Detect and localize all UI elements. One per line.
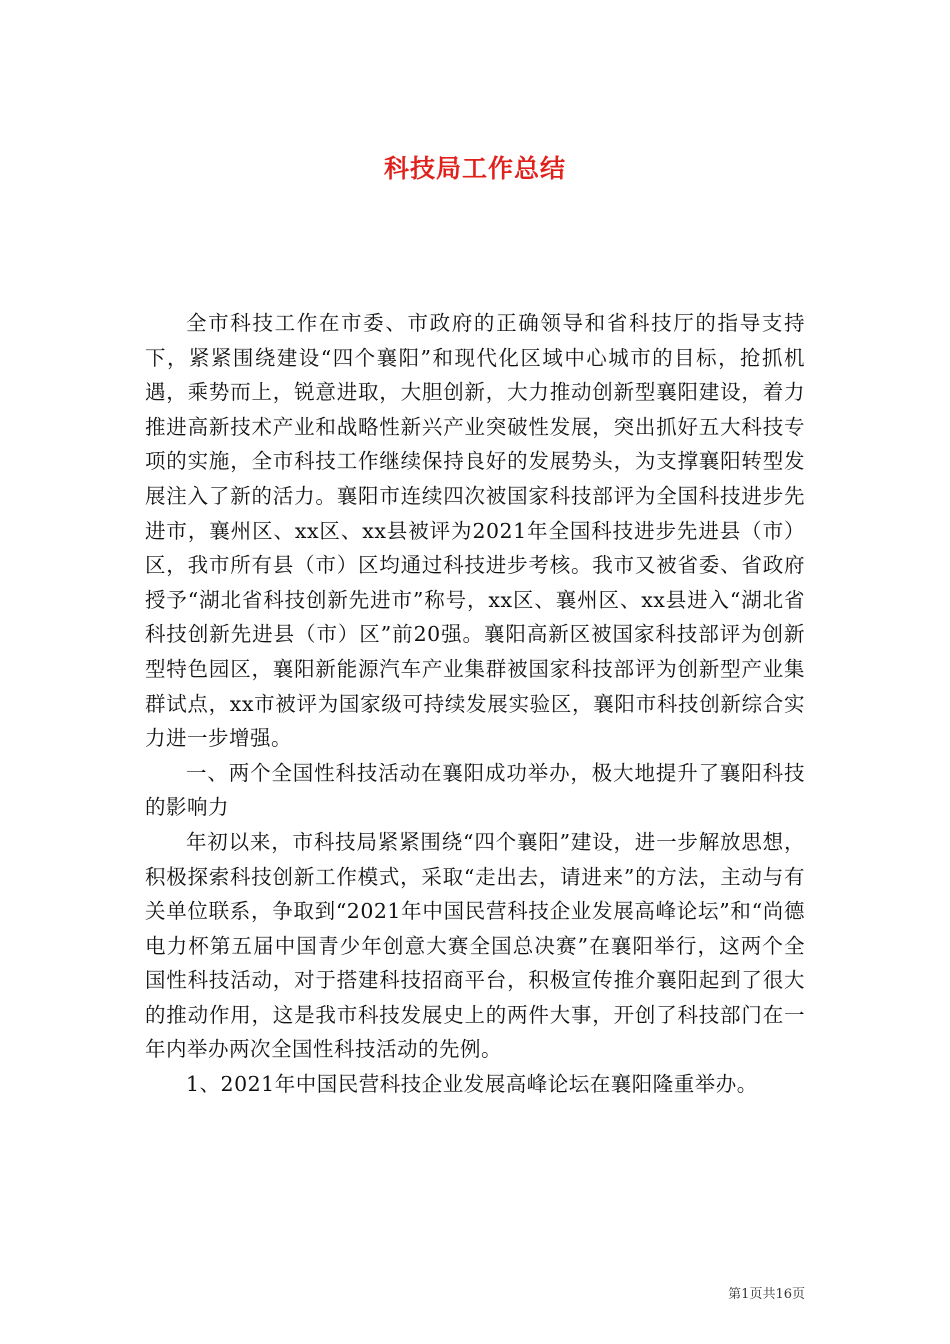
page-number: 第1页共16页	[728, 1287, 805, 1302]
document-body	[145, 306, 805, 1102]
paragraph-section-1: 年初以来，市科技局紧紧围绕“四个襄阳”建设，进一步解放思想，积极探索科技创新工作模式，采取“走出去，请进来”的方法，主动与有关单位联系，争取到“2021年中国民营科技企业发展高峰论坛”和“尚德电力杯第五届中国青少年创意大赛全国总决赛”在襄阳举行，这两个全国性科技活动，对于搭建科技招商平台，积极宣传推介襄阳起到了很大的推动作用，这是我市科技发展史上的两件大事，开创了科技部门在一年内举办两次全国性科技活动的先例。	[145, 829, 805, 1062]
page-title: 科技局工作总结	[383, 153, 566, 183]
section-heading-1: 一、两个全国性科技活动在襄阳成功举办，极大地提升了襄阳科技的影响力	[145, 760, 805, 820]
paragraph-item-1: 1、2021年中国民营科技企业发展高峰论坛在襄阳隆重举办。	[186, 1072, 758, 1097]
paragraph-intro: 全市科技工作在市委、市政府的正确领导和省科技厅的指导支持下，紧紧围绕建设“四个襄阳”和现代化区域中心城市的目标，抢抓机遇，乘势而上，锐意进取，大胆创新，大力推动创新型襄阳建设，着力推进高新技术产业和战略性新兴产业突破性发展，突出抓好五大科技专项的实施，全市科技工作继续保持良好的发展势头，为支撑襄阳转型发展注入了新的活力。襄阳市连续四次被国家科技部评为全国科技进步先进市，襄州区、xx区、xx县被评为2021年全国科技进步先进县（市）区，我市所有县（市）区均通过科技进步考核。我市又被省委、省政府授予“湖北省科技创新先进市”称号，xx区、襄州区、xx县进入“湖北省科技创新先进县（市）区”前20强。襄阳高新区被国家科技部评为创新型特色园区，襄阳新能源汽车产业集群被国家科技部评为创新型产业集群试点，xx市被评为国家级可持续发展实验区，襄阳市科技创新综合实力进一步增强。	[145, 311, 805, 751]
